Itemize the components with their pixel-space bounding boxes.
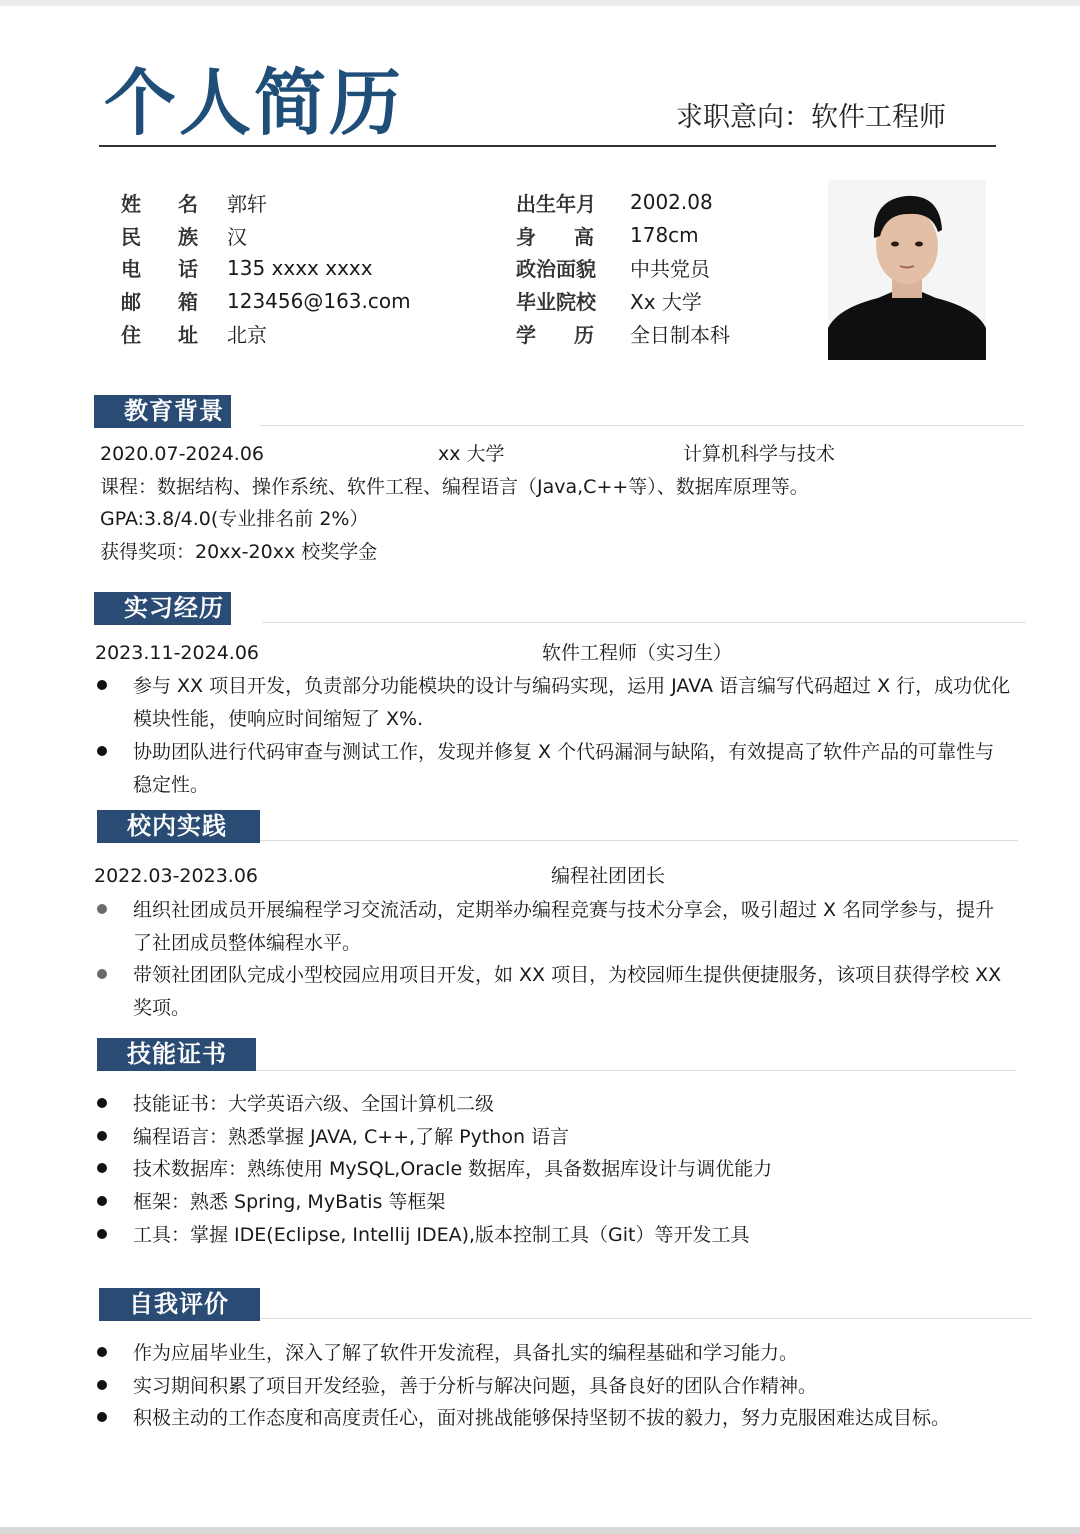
info-value: 中共党员 (630, 257, 710, 282)
internship-period: 2023.11-2024.06 (95, 642, 259, 664)
info-label: 住址 (121, 323, 198, 348)
campus-item-text: 组织社团成员开展编程学习交流活动，定期举办编程竞赛与技术分享会，吸引超过 X 名同学参与，提升了社团成员整体编程水平。 (133, 899, 995, 954)
bullet-icon (97, 1163, 107, 1173)
campus-role: 编程社团团长 (551, 865, 666, 887)
skill-item-text: 框架：熟悉 Spring, MyBatis 等框架 (133, 1191, 446, 1213)
skill-item-text: 编程语言：熟悉掌握 JAVA, C++,了解 Python 语言 (133, 1126, 570, 1148)
info-value: 全日制本科 (630, 323, 730, 348)
info-label: 出生年月 (516, 191, 596, 216)
info-value: 135 xxxx xxxx (227, 255, 373, 280)
info-value: 北京 (227, 323, 267, 348)
person-portrait-icon (828, 180, 986, 360)
info-label: 身高 (516, 224, 594, 249)
section-rule (256, 1070, 1016, 1071)
info-row-birth (516, 186, 730, 219)
info-row-school (516, 284, 730, 317)
top-band (0, 0, 1080, 6)
info-row-ethnicity (121, 219, 411, 252)
page-title: 个人简历 (104, 61, 405, 145)
list-item (133, 1088, 494, 1121)
self-eval-item-text: 实习期间积累了项目开发经验，善于分析与解决问题，具备良好的团队合作精神。 (133, 1375, 818, 1397)
bullet-icon (97, 1229, 107, 1239)
section-rule (260, 425, 1024, 426)
header-divider (99, 145, 996, 147)
campus-item-text: 带领社团团队完成小型校园应用项目开发，如 XX 项目，为校园师生提供便捷服务，该项目获得学校 XX 奖项。 (133, 964, 1002, 1019)
internship-item-text: 参与 XX 项目开发，负责部分功能模块的设计与编码实现，运用 JAVA 语言编写代码超过 X 行，成功优化模块性能，使响应时间缩短了 X%. (133, 675, 1011, 730)
bullet-icon (97, 1380, 107, 1390)
section-rule (260, 840, 1018, 841)
profile-photo (828, 180, 986, 360)
list-item (133, 1337, 798, 1370)
list-item (133, 1121, 569, 1154)
info-label: 电话 (121, 257, 198, 282)
self-eval-item-text: 作为应届毕业生，深入了解了软件开发流程，具备扎实的编程基础和学习能力。 (133, 1342, 799, 1364)
info-label: 学历 (516, 323, 594, 348)
info-value: 汉 (227, 224, 247, 249)
skill-item-text: 技术数据库：熟练使用 MySQL,Oracle 数据库，具备数据库设计与调优能力 (133, 1158, 773, 1180)
info-row-name (121, 186, 411, 219)
bullet-icon (97, 1196, 107, 1206)
bullet-icon (97, 746, 107, 756)
list-item (133, 1153, 772, 1186)
education-school: xx 大学 (438, 443, 505, 465)
section-header (94, 395, 231, 428)
list-item (133, 894, 1008, 960)
section-title: 技能证书 (97, 1038, 256, 1071)
info-row-email (121, 284, 411, 317)
bullet-icon (97, 1098, 107, 1108)
bullet-icon (97, 1131, 107, 1141)
info-label: 政治面貌 (516, 257, 596, 282)
section-title: 实习经历 (94, 592, 231, 625)
self-eval-item-text: 积极主动的工作态度和高度责任心，面对挑战能够保持坚韧不拔的毅力，努力克服困难达成目标。 (133, 1407, 951, 1429)
campus-period: 2022.03-2023.06 (94, 865, 258, 887)
info-row-phone (121, 252, 411, 285)
section-title: 自我评价 (99, 1288, 260, 1321)
section-rule (260, 1318, 1032, 1319)
list-item (133, 736, 1013, 802)
section-title: 教育背景 (94, 395, 231, 428)
info-value: 2002.08 (630, 190, 713, 215)
skill-item-text: 工具：掌握 IDE(Eclipse, Intellij IDEA),版本控制工具（Git）等开发工具 (133, 1224, 750, 1246)
info-row-politics (516, 252, 730, 285)
section-header (99, 1288, 260, 1321)
job-objective: 求职意向：软件工程师 (676, 102, 946, 133)
education-major: 计算机科学与技术 (683, 443, 836, 465)
section-header (94, 592, 231, 625)
skill-item-text: 技能证书：大学英语六级、全国计算机二级 (133, 1093, 495, 1115)
internship-item-text: 协助团队进行代码审查与测试工作，发现并修复 X 个代码漏洞与缺陷，有效提高了软件产品的可靠性与稳定性。 (133, 741, 995, 796)
info-label: 邮箱 (121, 290, 198, 315)
education-period: 2020.07-2024.06 (100, 443, 264, 465)
section-header (97, 1038, 256, 1071)
info-label: 民族 (121, 224, 198, 249)
info-row-degree (516, 317, 730, 350)
list-item (133, 1370, 817, 1403)
bullet-icon (97, 1412, 107, 1422)
bullet-icon (97, 1347, 107, 1357)
education-gpa: GPA:3.8/4.0(专业排名前 2%） (100, 508, 369, 530)
list-item (133, 670, 1013, 736)
info-label: 姓名 (121, 191, 198, 216)
section-rule (262, 622, 1026, 623)
info-label: 毕业院校 (516, 290, 596, 315)
bullet-icon (97, 904, 107, 914)
section-title: 校内实践 (97, 810, 260, 843)
info-value: 郭轩 (227, 191, 267, 216)
bullet-icon (97, 680, 107, 690)
section-header (97, 810, 260, 843)
info-row-height (516, 219, 730, 252)
list-item (133, 1186, 445, 1219)
internship-role: 软件工程师（实习生） (542, 642, 733, 664)
bullet-icon (97, 969, 107, 979)
info-value: 178cm (630, 223, 699, 248)
education-awards: 获得奖项：20xx-20xx 校奖学金 (100, 541, 378, 563)
education-courses: 课程：数据结构、操作系统、软件工程、编程语言（Java,C++等）、数据库原理等。 (100, 476, 809, 498)
info-value: 123456@163.com (227, 288, 411, 313)
info-value: Xx 大学 (630, 290, 702, 315)
list-item (133, 959, 1008, 1025)
basic-info-right (516, 186, 730, 350)
list-item (133, 1219, 750, 1252)
bottom-band (0, 1527, 1080, 1534)
list-item (133, 1402, 950, 1435)
basic-info-left (121, 186, 411, 350)
info-row-address (121, 317, 411, 350)
